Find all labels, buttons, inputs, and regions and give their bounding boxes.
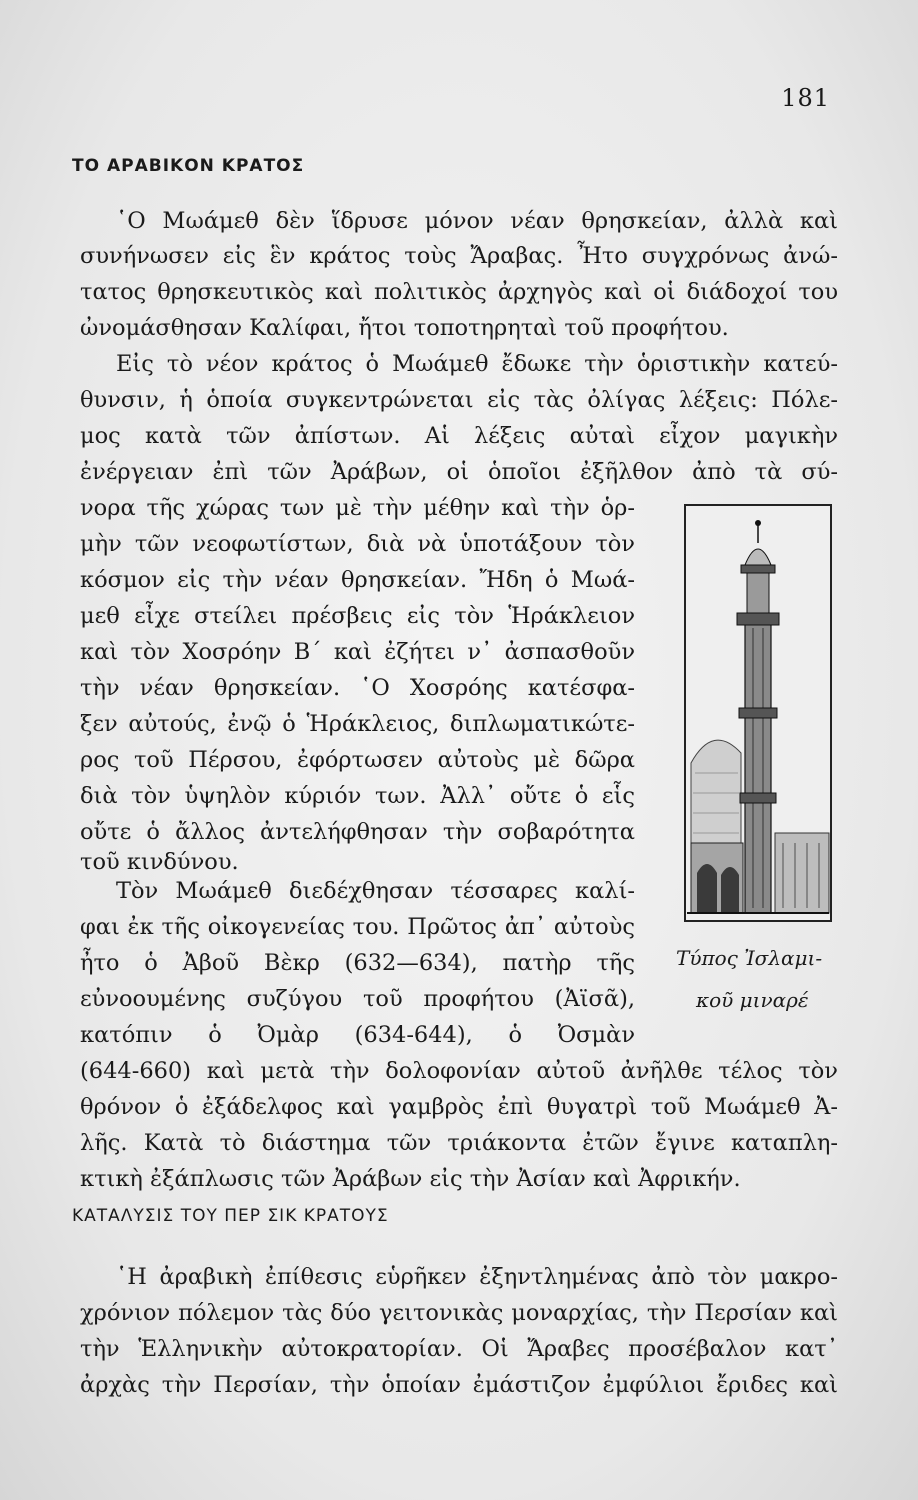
text-line: φαι ἐκ τῆς οἰκογενείας του. Πρῶτος ἀπ᾽ αὐτοὺς (80, 914, 635, 940)
text-line: νορα τῆς χώρας των μὲ τὴν μέθην καὶ τὴν ὁρ- (80, 495, 635, 521)
text-line: θυνσιν, ἡ ὁποία συγκεντρώνεται εἰς τὰς ὀλίγας λέξεις: Πόλε- (80, 387, 838, 413)
text-line: οὔτε ὁ ἄλλος ἀντελήφθησαν τὴν σοβαρότητα (80, 819, 635, 845)
text-line: ἐνέργειαν ἐπὶ τῶν Ἀράβων, οἱ ὁποῖοι ἐξῆλθον ἀπὸ τὰ σύ- (80, 459, 838, 485)
text-line: (644-660) καὶ μετὰ τὴν δολοφονίαν αὐτοῦ ἀνῆλθε τέλος τὸν (80, 1058, 838, 1084)
text-line: τὴν νέαν θρησκείαν. ῾Ο Χοσρόης κατέσφα- (80, 675, 635, 701)
text-line: μεθ εἶχε στείλει πρέσβεις εἰς τὸν Ἡράκλειον (80, 603, 635, 629)
text-line: Τὸν Μωάμεθ διεδέχθησαν τέσσαρες καλί- (116, 878, 635, 904)
text-line: χρόνιον πόλεμον τὰς δύο γειτονικὰς μοναρχίας, τὴν Περσίαν καὶ (80, 1300, 838, 1326)
text-line: ῾Ο Μωάμεθ δὲν ἵδρυσε μόνον νέαν θρησκείαν, ἀλλὰ καὶ (116, 208, 838, 234)
text-line: ῾Η ἀραβικὴ ἐπίθεσις εὑρῆκεν ἐξηντλημένας ἀπὸ τὸν μακρο- (116, 1264, 838, 1290)
text-line: τοῦ κινδύνου. (80, 849, 239, 875)
text-line: διὰ τὸν ὑψηλὸν κύριόν των. Ἀλλ᾽ οὔτε ὁ εἷς (80, 783, 635, 809)
text-line: καὶ τὸν Χοσρόην Β΄ καὶ ἐζήτει ν᾽ ἀσπασθοῦν (80, 639, 635, 665)
illustration-caption-line-2: κοῦ μιναρέ (696, 988, 809, 1012)
section-heading-arab-state: ΤΟ ΑΡΑΒΙΚΟΝ ΚΡΑΤΟΣ (72, 156, 305, 176)
page-number: 181 (781, 84, 830, 112)
text-line: ρος τοῦ Πέρσου, ἐφόρτωσεν αὐτοὺς μὲ δῶρα (80, 747, 635, 773)
minaret-illustration (683, 503, 833, 923)
text-line: μὴν τῶν νεοφωτίστων, διὰ νὰ ὑποτάξουν τὸν (80, 531, 635, 557)
text-line: ξεν αὐτούς, ἐνῷ ὁ Ἡράκλειος, διπλωματικώτε- (80, 711, 635, 737)
text-line: εὐνοουμένης συζύγου τοῦ προφήτου (Ἀϊσᾶ), (80, 986, 635, 1012)
text-line: θρόνον ὁ ἐξάδελφος καὶ γαμβρὸς ἐπὶ θυγατρὶ τοῦ Μωάμεθ Ἀ- (80, 1094, 838, 1120)
text-line: κόσμον εἰς τὴν νέαν θρησκείαν. Ἤδη ὁ Μωά- (80, 567, 635, 593)
text-line: τὴν Ἑλληνικὴν αὐτοκρατορίαν. Οἱ Ἄραβες προσέβαλον κατ᾽ (80, 1336, 838, 1362)
text-line: ὠνομάσθησαν Καλίφαι, ἤτοι τοποτηρηταὶ τοῦ προφήτου. (80, 315, 729, 341)
text-line: τατος θρησκευτικὸς καὶ πολιτικὸς ἀρχηγὸς καὶ οἱ διάδοχοί του (80, 279, 838, 305)
illustration-caption-line-1: Τύπος Ἰσλαμι- (676, 946, 823, 970)
text-line: μος κατὰ τῶν ἀπίστων. Αἱ λέξεις αὐταὶ εἶχον μαγικὴν (80, 423, 838, 449)
text-line: κτικὴ ἐξάπλωσις τῶν Ἀράβων εἰς τὴν Ἀσίαν καὶ Ἀφρικήν. (80, 1166, 741, 1192)
text-line: Εἰς τὸ νέον κράτος ὁ Μωάμεθ ἔδωκε τὴν ὁριστικὴν κατεύ- (116, 351, 838, 377)
section-heading-persian-state: ΚΑΤΑΛΥΣΙΣ ΤΟΥ ΠΕΡ ΣΙΚ ΚΡΑΤΟΥΣ (72, 1206, 389, 1226)
text-line: λῆς. Κατὰ τὸ διάστημα τῶν τριάκοντα ἐτῶν ἔγινε καταπλη- (80, 1130, 838, 1156)
text-line: κατόπιν ὁ Ὀμὰρ (634-644), ὁ Ὀσμὰν (80, 1022, 635, 1048)
text-line: ἦτο ὁ Ἀβοῦ Βὲκρ (632—634), πατὴρ τῆς (80, 950, 635, 976)
text-line: συνήνωσεν εἰς ἓν κράτος τοὺς Ἄραβας. Ἦτο συγχρόνως ἀνώ- (80, 243, 838, 269)
text-line: ἀρχὰς τὴν Περσίαν, τὴν ὁποίαν ἐμάστιζον ἐμφύλιοι ἔριδες καὶ (80, 1372, 838, 1398)
